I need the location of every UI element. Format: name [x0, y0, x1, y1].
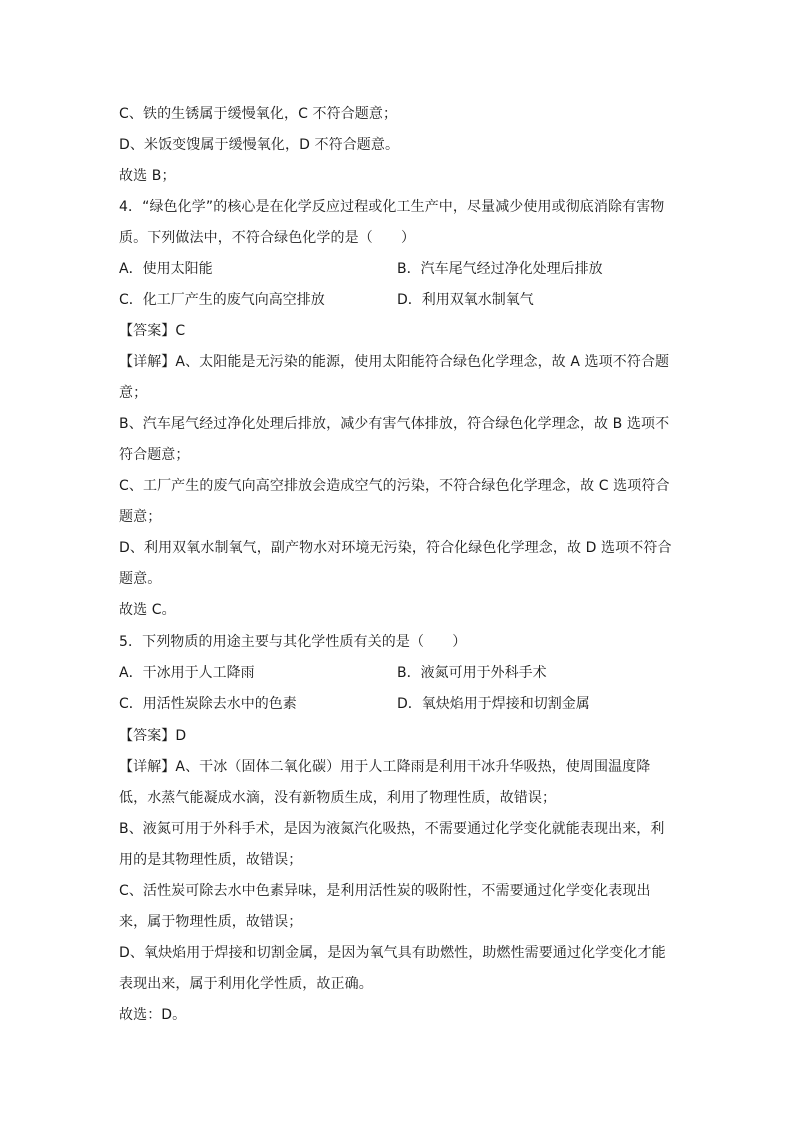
q4-detail-line-1: 【详解】A、太阳能是无污染的能源，使用太阳能符合绿色化学理念，故 A 选项不符合题 — [119, 354, 670, 370]
q4-detail-line-7: D、利用双氧水制氧气，副产物水对环境无污染，符合化绿色化学理念，故 D 选项不符合 — [119, 540, 672, 556]
q5-detail-line-7: D、氧炔焰用于焊接和切割金属，是因为氧气具有助燃性，助燃性需要通过化学变化才能 — [119, 945, 666, 961]
q3-explanation-d: D、米饭变馊属于缓慢氧化，D 不符合题意。 — [119, 137, 400, 153]
q4-detail-line-5: C、工厂产生的废气向高空排放会造成空气的污染，不符合绿色化学理念，故 C 选项符合 — [119, 478, 670, 494]
q5-final-choice: 故选：D。 — [119, 1007, 187, 1023]
q5-detail-line-3: B、液氮可用于外科手术，是因为液氮汽化吸热，不需要通过化学变化就能表现出来，利 — [119, 821, 665, 837]
q4-detail-line-4: 符合题意； — [119, 447, 190, 463]
q5-option-c: C．用活性炭除去水中的色素 — [119, 696, 297, 712]
q5-detail-line-1: 【详解】A、干冰（固体二氧化碳）用于人工降雨是利用干冰升华吸热，使周围温度降 — [119, 759, 651, 775]
q4-stem-line-1: 4．“绿色化学”的核心是在化学反应过程或化工生产中，尽量减少使用或彻底消除有害物 — [119, 199, 665, 215]
q4-stem-line-2: 质。下列做法中，不符合绿色化学的是（ ） — [119, 230, 416, 246]
q5-detail-line-8: 表现出来，属于利用化学性质，故正确。 — [119, 976, 373, 992]
q5-option-d: D．氧炔焰用于焊接和切割金属 — [397, 696, 590, 712]
q5-stem: 5．下列物质的用途主要与其化学性质有关的是（ ） — [119, 634, 467, 650]
q5-detail-line-4: 用的是其物理性质，故错误； — [119, 852, 303, 868]
q4-detail-line-3: B、汽车尾气经过净化处理后排放，减少有害气体排放，符合绿色化学理念，故 B 选项不 — [119, 416, 670, 432]
q4-final-choice: 故选 C。 — [119, 602, 176, 618]
q5-option-a: A．干冰用于人工降雨 — [119, 665, 255, 681]
q4-option-d: D．利用双氧水制氧气 — [397, 292, 534, 308]
q4-answer: 【答案】C — [119, 323, 186, 339]
q3-explanation-c: C、铁的生锈属于缓慢氧化，C 不符合题意； — [119, 106, 398, 122]
q4-detail-line-2: 意； — [119, 385, 148, 401]
q3-final-choice: 故选 B； — [119, 168, 176, 184]
q5-answer: 【答案】D — [119, 728, 187, 744]
q4-option-b: B．汽车尾气经过净化处理后排放 — [397, 261, 603, 277]
q5-detail-line-6: 来，属于物理性质，故错误； — [119, 914, 303, 930]
q4-detail-line-6: 题意； — [119, 509, 162, 525]
q4-detail-line-8: 题意。 — [119, 571, 162, 587]
q4-option-a: A．使用太阳能 — [119, 261, 213, 277]
q4-option-c: C．化工厂产生的废气向高空排放 — [119, 292, 325, 308]
q5-detail-line-2: 低，水蒸气能凝成水滴，没有新物质生成，利用了物理性质，故错误； — [119, 790, 557, 806]
q5-detail-line-5: C、活性炭可除去水中色素异味，是利用活性炭的吸附性，不需要通过化学变化表现出 — [119, 883, 651, 899]
q5-option-b: B．液氮可用于外科手术 — [397, 665, 547, 681]
